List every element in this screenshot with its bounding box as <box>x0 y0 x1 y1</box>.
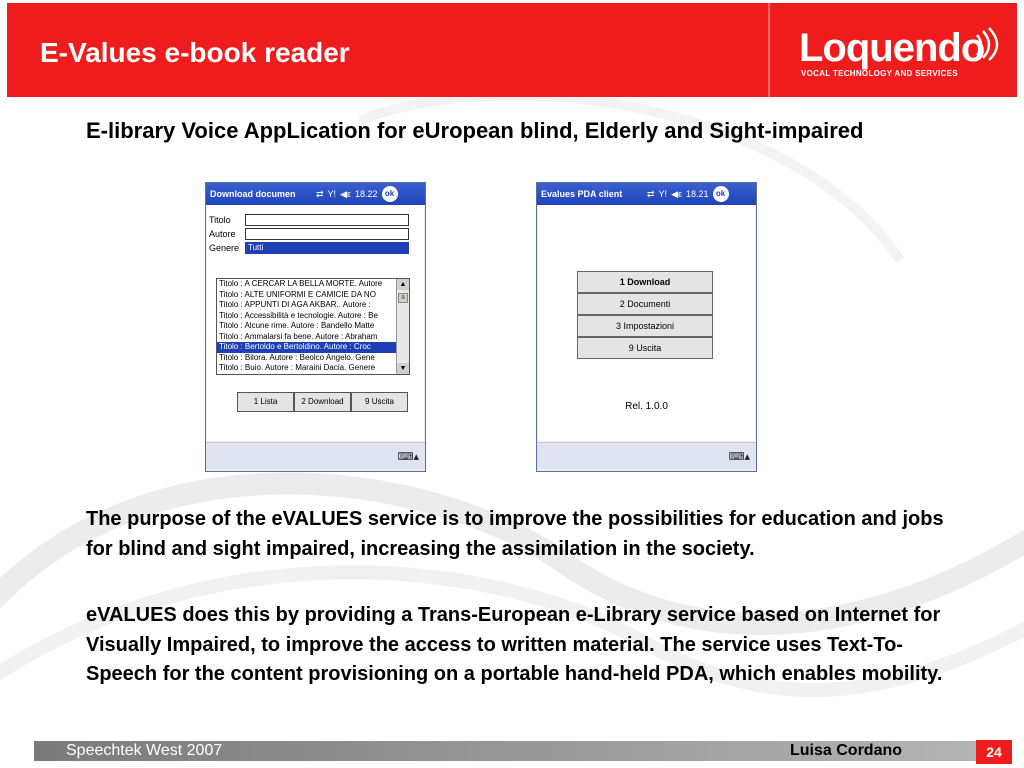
menu-uscita-button[interactable]: 9 Uscita <box>577 337 713 359</box>
list-scrollbar[interactable] <box>396 279 409 374</box>
uscita-button[interactable]: 9 Uscita <box>351 392 408 412</box>
signal-icon: Y! <box>327 189 337 199</box>
scroll-thumb[interactable]: ≡ <box>398 293 408 303</box>
page-number: 24 <box>976 740 1012 764</box>
list-item[interactable]: Titolo : Bertoldo e Bertoldino. Autore : Croc <box>217 342 399 353</box>
footer-event: Speechtek West 2007 <box>66 742 223 759</box>
pda-body <box>538 205 755 441</box>
list-item[interactable]: Titolo : Ammalarsi fa bene. Autore : Abraham <box>219 331 378 341</box>
keyboard-icon[interactable]: ⌨▴ <box>728 451 750 463</box>
logo-wordmark: Loquendo <box>799 26 985 70</box>
sound-waves-icon <box>971 25 1007 61</box>
clock-time: 18.22 <box>355 189 378 199</box>
signal-icon: Y! <box>658 189 668 199</box>
pda-app-title: Download documen <box>210 189 296 199</box>
clock-time: 18.21 <box>686 189 709 199</box>
footer-author: Luisa Cordano <box>790 742 903 759</box>
list-item[interactable]: Titolo : A CERCAR LA BELLA MORTE. Autore <box>219 279 383 288</box>
list-item[interactable]: Titolo : Alcune rime. Autore : Bandello Matte <box>219 321 375 330</box>
author-input[interactable] <box>245 228 409 240</box>
logo-tagline: VOCAL TECHNOLOGY AND SERVICES <box>801 69 958 78</box>
pda-screenshot-client <box>536 182 757 472</box>
author-label: Autore <box>209 229 236 239</box>
list-item[interactable]: Titolo : ALTE UNIFORMI E CAMICIE DA NO <box>219 289 376 299</box>
volume-icon: ◀ε <box>340 188 351 199</box>
keyboard-icon[interactable]: ⌨▴ <box>397 451 419 463</box>
document-list[interactable] <box>216 278 410 375</box>
title-input[interactable] <box>245 214 409 226</box>
volume-icon: ◀ε <box>671 188 682 199</box>
list-item[interactable]: Titolo : Accessibilità e tecnologie. Autore : Be <box>219 310 378 320</box>
pda-titlebar <box>206 183 425 205</box>
pda-button-row <box>237 392 408 412</box>
pda-menubar <box>537 442 756 469</box>
scroll-down-icon[interactable]: ▼ <box>397 363 409 374</box>
ok-button[interactable]: ok <box>713 186 729 202</box>
pda-titlebar <box>537 183 756 205</box>
download-button[interactable]: 2 Download <box>294 392 351 412</box>
loquendo-logo <box>799 25 1009 81</box>
header-bar <box>7 3 1017 97</box>
paragraph-service: eVALUES does this by providing a Trans-European e-Library service based on Internet for Visually Impaired, to improve the access to written material. The service uses Text-To-Speech for the content provisioning on a portable hand-held PDA, which enables mobility. <box>86 604 943 685</box>
pda-menubar <box>206 442 425 469</box>
ok-button[interactable]: ok <box>382 186 398 202</box>
pda-status-area <box>647 186 729 202</box>
list-item[interactable]: Titolo : Buio. Autore : Maraini Dacia. Genere <box>219 363 376 372</box>
list-item[interactable]: Titolo : Bilora. Autore : Beolco Angelo. Gene <box>219 352 375 362</box>
pda-screenshot-download <box>205 182 426 472</box>
header-divider <box>768 3 770 97</box>
scroll-up-icon[interactable]: ▲ <box>397 279 409 290</box>
menu-impostazioni-button[interactable]: 3 Impostazioni <box>577 315 713 337</box>
menu-download-button[interactable]: 1 Download <box>577 271 713 293</box>
list-items <box>217 279 409 374</box>
slide-subtitle: E-library Voice AppLication for eUropean blind, Elderly and Sight-impaired <box>86 118 864 143</box>
genre-select[interactable]: Tutti <box>245 242 409 254</box>
paragraph-purpose: The purpose of the eVALUES service is to improve the possibilities for education and jobs for blind and sight impaired, increasing the assimilation in the society. <box>86 508 944 560</box>
version-label: Rel. 1.0.0 <box>625 401 668 412</box>
title-label: Titolo <box>209 215 231 225</box>
slide-title: E-Values e-book reader <box>40 37 350 68</box>
sync-icon: ⇄ <box>647 188 655 199</box>
pda-body <box>207 205 424 441</box>
sync-icon: ⇄ <box>316 188 324 199</box>
menu-documenti-button[interactable]: 2 Documenti <box>577 293 713 315</box>
list-item[interactable]: Titolo : APPUNTI DI AGA AKBAR.. Autore : <box>219 300 371 309</box>
lista-button[interactable]: 1 Lista <box>237 392 294 412</box>
pda-status-area <box>316 186 398 202</box>
genre-label: Genere <box>209 243 240 253</box>
pda-app-title: Evalues PDA client <box>541 189 623 199</box>
